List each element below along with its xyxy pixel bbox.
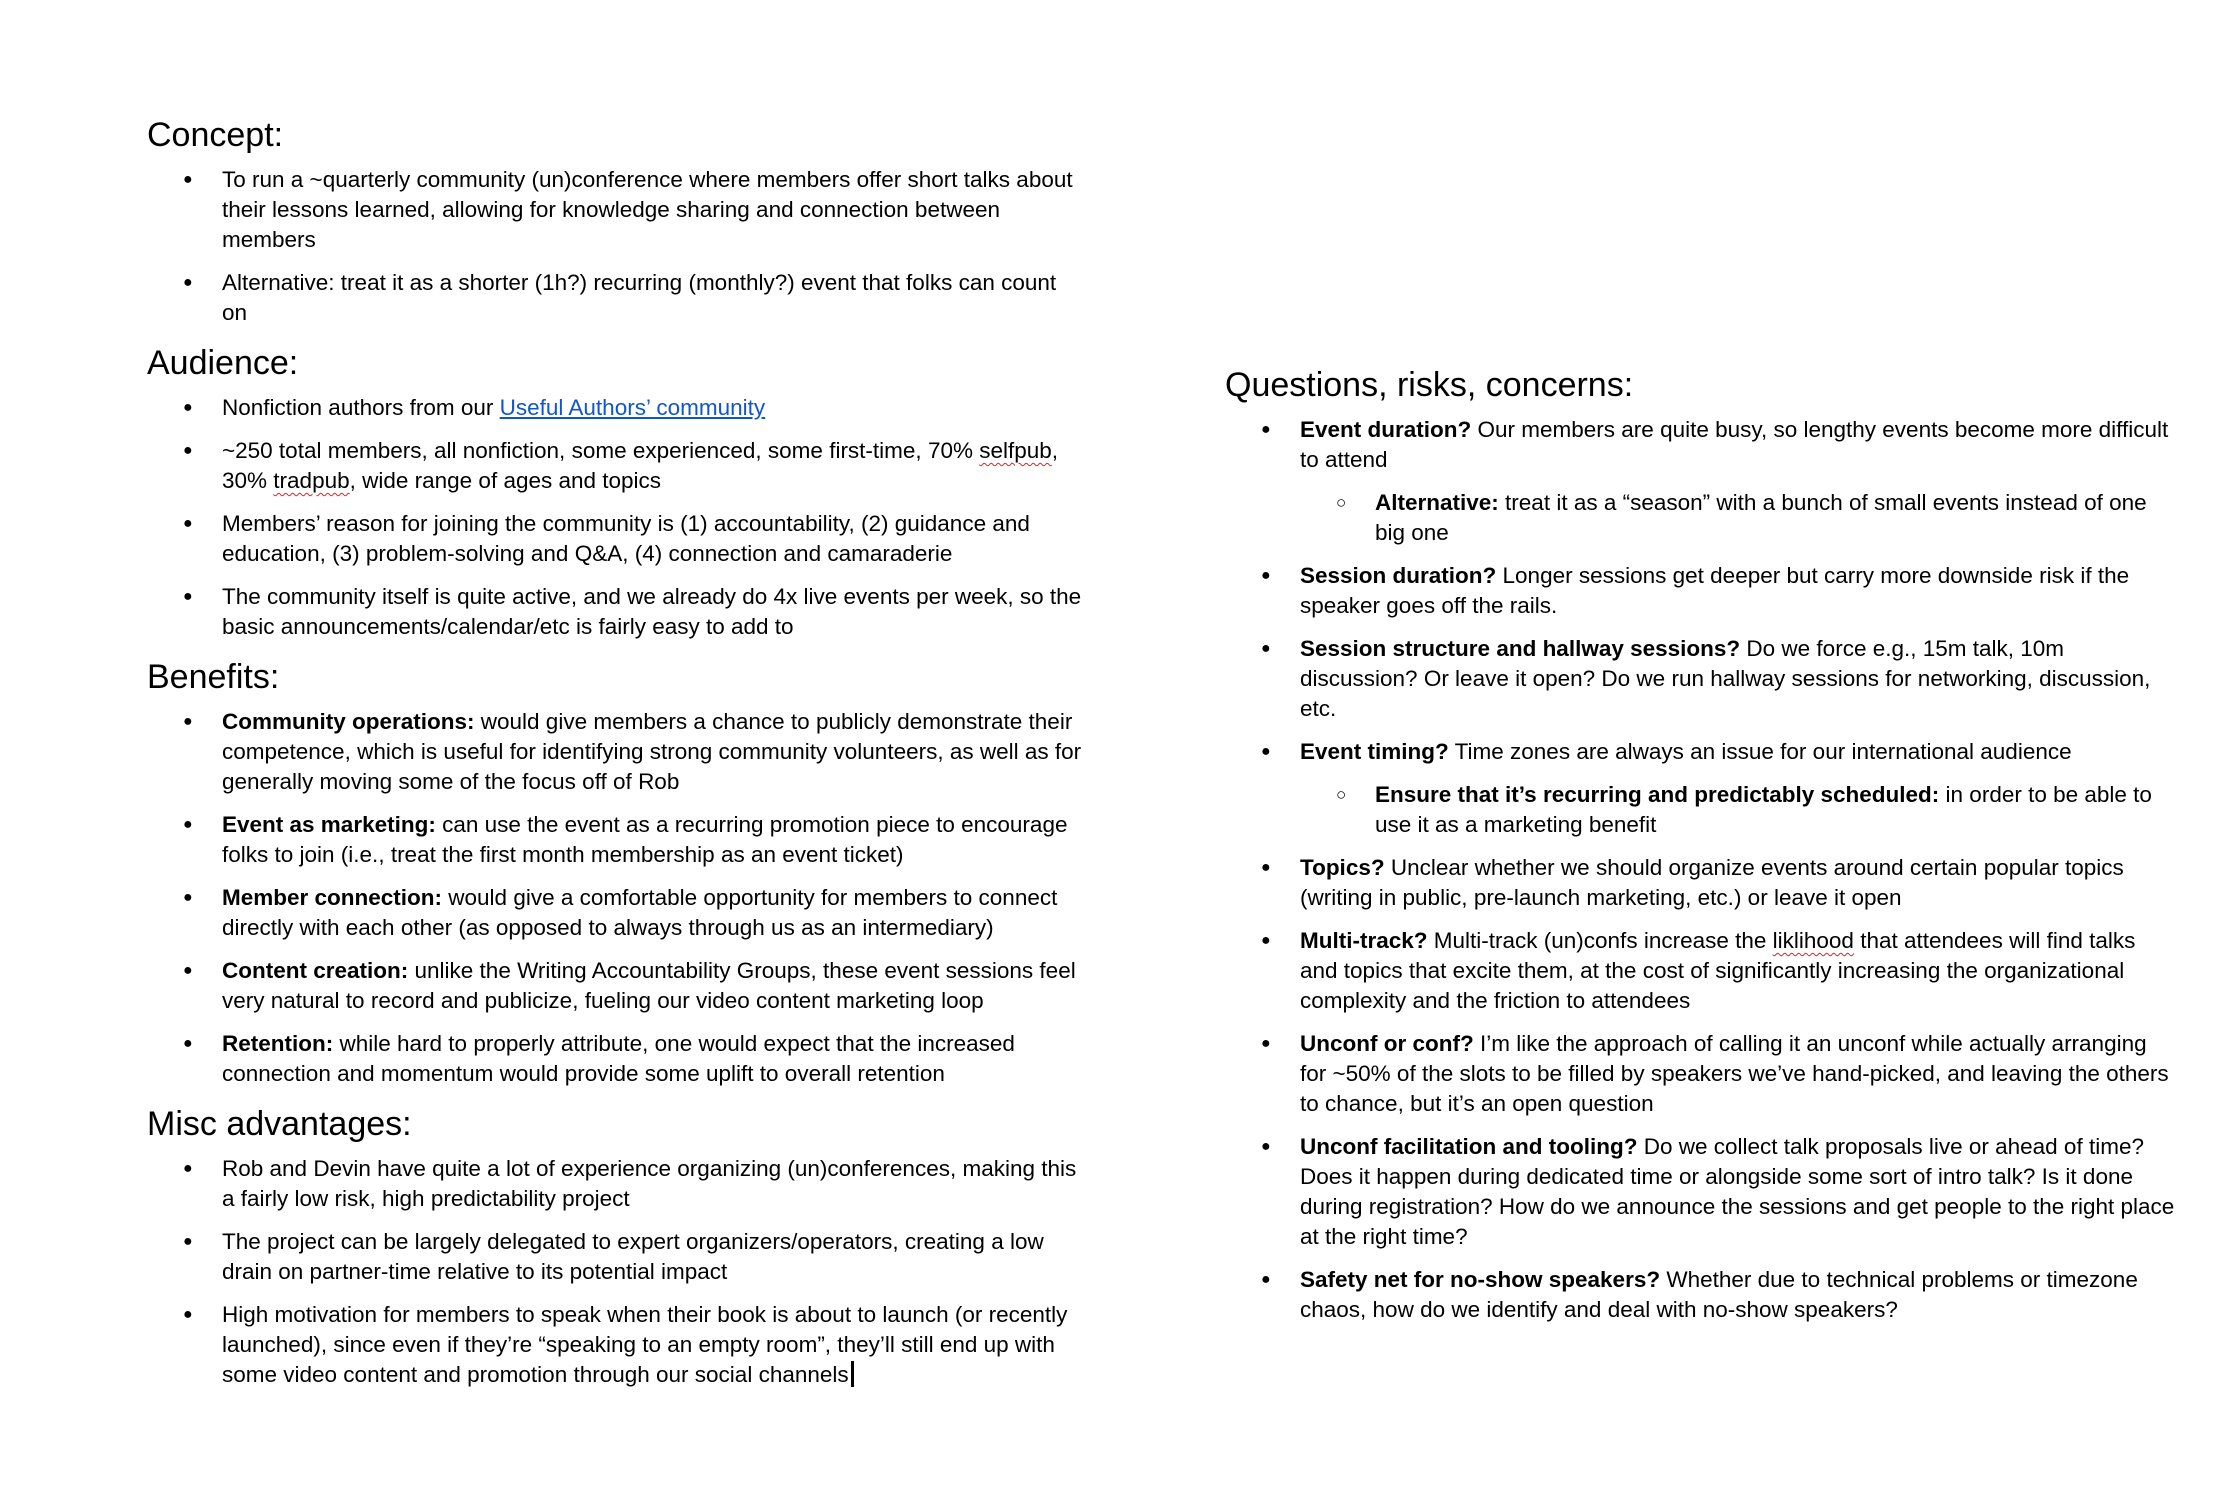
questions-heading[interactable]: Questions, risks, concerns: xyxy=(1225,366,1634,404)
spelling-error-word[interactable]: tradpub xyxy=(273,468,350,493)
list-item[interactable] xyxy=(147,393,1087,423)
list-item-text: , wide range of ages and topics xyxy=(349,468,662,493)
list-item-text: while hard to properly attribute, one would expect that the increased connection and momentum would provide some uplift to overall retention xyxy=(222,1031,1015,1086)
item-bold-label: Session duration? xyxy=(1300,563,1497,588)
item-bold-label: Ensure that it’s recurring and predictably scheduled: xyxy=(1375,782,1940,807)
list-item[interactable] xyxy=(1225,853,2175,913)
audience-list xyxy=(147,393,1087,642)
list-item[interactable]: ● To run a ~quarterly community (un)conference where members offer short talks about their lessons learned, allowing for knowledge sharing and connection between members xyxy=(147,165,1087,255)
list-item-text: Time zones are always an issue for our international audience xyxy=(1448,739,2072,764)
item-bold-label: Unconf or conf? xyxy=(1300,1031,1474,1056)
list-item[interactable] xyxy=(1225,415,2175,475)
list-item[interactable] xyxy=(147,810,1087,870)
left-column xyxy=(147,111,1087,1403)
list-item[interactable] xyxy=(147,1300,1087,1390)
list-item[interactable]: ● Alternative: treat it as a shorter (1h?) recurring (monthly?) event that folks can count on xyxy=(147,268,1087,328)
right-column xyxy=(1225,361,2175,1338)
spelling-error-word[interactable]: liklihood xyxy=(1772,928,1854,953)
list-item-text: Unclear whether we should organize events around certain popular topics (writing in public, pre-launch marketing, etc.) or leave it open xyxy=(1300,855,2124,910)
sub-list-item[interactable] xyxy=(1225,780,2175,840)
list-item[interactable] xyxy=(1225,1132,2175,1252)
list-item-text: Do we collect talk proposals live or ahead of time? Does it happen during dedicated time or alongside some sort of intro talk? Is it done during registration? How do we announce the sessions and get people to the right place at the right time? xyxy=(1300,1134,2175,1249)
item-bold-label: Retention: xyxy=(222,1031,334,1056)
list-item-text: would give a comfortable opportunity for members to connect directly with each other (as opposed to always through us as an intermediary) xyxy=(222,885,1058,940)
misc-advantages-heading[interactable]: Misc advantages: xyxy=(147,1105,412,1143)
list-item-text: in order to be able to use it as a marketing benefit xyxy=(1375,782,2152,837)
questions-list xyxy=(1225,415,2175,1325)
list-item-text: Longer sessions get deeper but carry more downside risk if the speaker goes off the rails. xyxy=(1300,563,2130,618)
text-cursor xyxy=(851,1361,854,1387)
item-bold-label: Unconf facilitation and tooling? xyxy=(1300,1134,1638,1159)
benefits-heading[interactable]: Benefits: xyxy=(147,658,280,696)
misc-advantages-list xyxy=(147,1154,1087,1390)
item-bold-label: Event as marketing: xyxy=(222,812,436,837)
list-item[interactable] xyxy=(1225,737,2175,767)
list-item[interactable]: ● The community itself is quite active, and we already do 4x live events per week, so the basic announcements/calendar/etc is fairly easy to add to xyxy=(147,582,1087,642)
item-bold-label: Member connection: xyxy=(222,885,443,910)
list-item-text: Whether due to technical problems or timezone chaos, how do we identify and deal with no-show speakers? xyxy=(1300,1267,2138,1322)
item-bold-label: Session structure and hallway sessions? xyxy=(1300,636,1741,661)
item-bold-label: Content creation: xyxy=(222,958,409,983)
list-item[interactable]: ● Rob and Devin have quite a lot of experience organizing (un)conferences, making this a fairly low risk, high predictability project xyxy=(147,1154,1087,1214)
list-item[interactable]: ● Members’ reason for joining the community is (1) accountability, (2) guidance and education, (3) problem-solving and Q&A, (4) connection and camaraderie xyxy=(147,509,1087,569)
list-item[interactable] xyxy=(147,436,1087,496)
item-bold-label: Safety net for no-show speakers? xyxy=(1300,1267,1661,1292)
benefits-list xyxy=(147,707,1087,1089)
item-bold-label: Topics? xyxy=(1300,855,1385,880)
list-item[interactable]: ● The project can be largely delegated to expert organizers/operators, creating a low drain on partner-time relative to its potential impact xyxy=(147,1227,1087,1287)
item-bold-label: Multi-track? xyxy=(1300,928,1428,953)
list-item[interactable] xyxy=(147,883,1087,943)
item-bold-label: Event timing? xyxy=(1300,739,1449,764)
list-item[interactable] xyxy=(1225,561,2175,621)
list-item-text: I’m like the approach of calling it an unconf while actually arranging for ~50% of the slots to be filled by speakers we’ve hand-picked, and leaving the others to chance, but it’s an open question xyxy=(1300,1031,2169,1116)
list-item-text: Multi-track (un)confs increase the xyxy=(1427,928,1773,953)
item-bold-label: Alternative: xyxy=(1375,490,1499,515)
concept-heading[interactable]: Concept: xyxy=(147,116,284,154)
list-item-text: , 30% xyxy=(222,438,1059,493)
spelling-error-word[interactable]: selfpub xyxy=(979,438,1052,463)
item-bold-label: Event duration? xyxy=(1300,417,1472,442)
list-item-text: High motivation for members to speak when their book is about to launch (or recently launched), since even if they’re “speaking to an empty room”, they’ll still end up with some video content and promotion through our social channels xyxy=(222,1302,1068,1387)
list-item-text: ~250 total members, all nonfiction, some experienced, some first-time, 70% xyxy=(222,438,980,463)
list-item[interactable] xyxy=(1225,926,2175,1016)
list-item[interactable] xyxy=(147,956,1087,1016)
list-item-text: Our members are quite busy, so lengthy events become more difficult to attend xyxy=(1300,417,2169,472)
list-item-text: can use the event as a recurring promotion piece to encourage folks to join (i.e., treat the first month membership as an event ticket) xyxy=(222,812,1068,867)
list-item[interactable] xyxy=(147,1029,1087,1089)
list-item-text: would give members a chance to publicly demonstrate their competence, which is useful for identifying strong community volunteers, as well as for generally moving some of the focus off of Rob xyxy=(222,709,1082,794)
useful-authors-link[interactable]: Useful Authors’ community xyxy=(499,395,766,420)
item-bold-label: Community operations: xyxy=(222,709,475,734)
list-item[interactable] xyxy=(1225,1029,2175,1119)
list-item-text: Nonfiction authors from our xyxy=(222,395,500,420)
list-item-text: unlike the Writing Accountability Groups, these event sessions feel very natural to record and publicize, fueling our video content marketing loop xyxy=(222,958,1076,1013)
list-item-text: that attendees will find talks and topics that excite them, at the cost of significantly increasing the organizational complexity and the friction to attendees xyxy=(1300,928,2136,1013)
list-item[interactable] xyxy=(1225,1265,2175,1325)
sub-list-item[interactable] xyxy=(1225,488,2175,548)
concept-list xyxy=(147,165,1087,328)
list-item-text: Do we force e.g., 15m talk, 10m discussion? Or leave it open? Do we run hallway sessions for networking, discussion, etc. xyxy=(1300,636,2151,721)
audience-heading[interactable]: Audience: xyxy=(147,344,299,382)
list-item-text: treat it as a “season” with a bunch of small events instead of one big one xyxy=(1375,490,2147,545)
list-item[interactable] xyxy=(1225,634,2175,724)
list-item[interactable] xyxy=(147,707,1087,797)
